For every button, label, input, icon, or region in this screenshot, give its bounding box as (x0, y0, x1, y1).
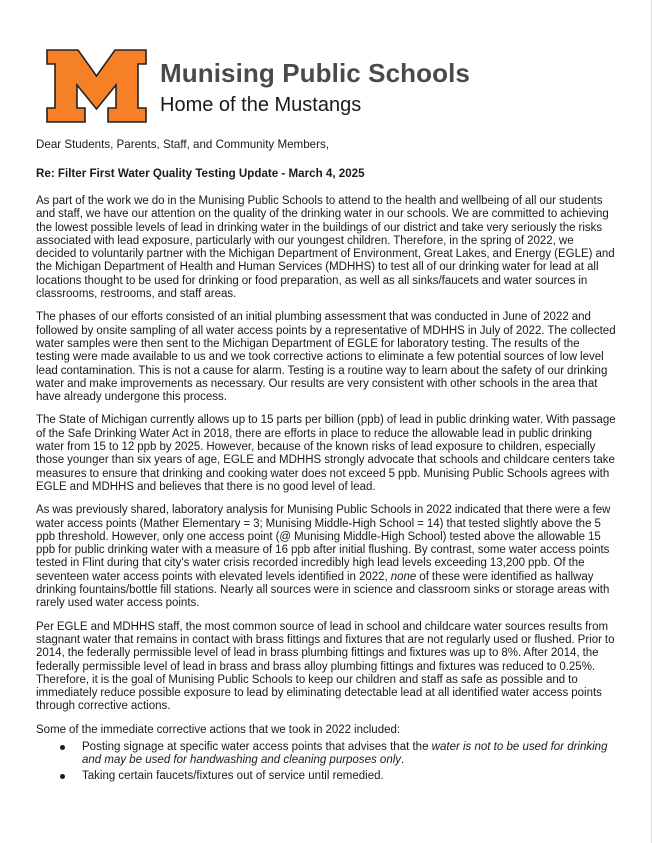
bullet-icon (60, 745, 65, 750)
paragraph-partnership: As part of the work we do in the Munising Public Schools to attend to the health and wellbeing of all our students and staff, we have our attention on the quality of the drinking water in our schools. We are committed to achieving the lowest possible levels of lead in drinking water in the buildings of our district and take very seriously the risks associated with lead exposure, particularly with our youngest children. Therefore, in the spring of 2022, we decided to voluntarily partner with the Michigan Department of Environment, Great Lakes, and Energy (EGLE) and the Michigan Department of Health and Human Services (MDHHS) to test all of our drinking water for lead at all locations thought to be used for drinking or food preparation, as well as all sinks/faucets and water sources in classrooms, restrooms, and staff areas. (36, 195, 615, 301)
paragraph-2022-results (36, 504, 616, 610)
bullet-signage-part2: . (401, 754, 405, 767)
school-name: Munising Public Schools (160, 58, 470, 88)
bullet-signage-emphasis: water is not to be used for drinking and may be used for handwashing and cleaning purposes only (82, 740, 608, 767)
block-m-shape (47, 50, 146, 122)
school-tagline: Home of the Mustangs (160, 94, 362, 116)
list-item (60, 770, 616, 783)
paragraph-state-limits: The State of Michigan currently allows up to 15 parts per billion (ppb) of lead in public drinking water. With passage of the Safe Drinking Water Act in 2018, there are efforts in place to reduce the allowable lead in public drinking water from 15 to 12 ppb by 2025. However, because of the known risks of lead exposure to children, especially those younger than six years of age, EGLE and MDHHS strongly advocate that schools and childcare centers take measures to ensure that drinking and cooking water does not exceed 5 ppb. Munising Public Schools agrees with EGLE and MDHHS and believes that there is no good level of lead. (36, 414, 616, 493)
corrective-actions-list (36, 741, 616, 783)
paragraph-2022-results-part2: of these were identified as hallway drinking fountains/bottle fill stations. Nearly all sources were in science and classroom sinks or storage areas with rarely used water access points. (36, 570, 610, 610)
bullet-out-of-service: Taking certain faucets/fixtures out of service until remedied. (82, 769, 384, 782)
paragraph-lead-sources: Per EGLE and MDHHS staff, the most common source of lead in school and childcare water sources results from stagnant water that remains in contact with brass fittings and fixtures that are not regularly used or flushed. Prior to 2014, the federally permissible level of lead in brass plumbing fittings and fixtures was up to 8%. After 2014, the federally permissible level of lead in brass and brass alloy plumbing fittings and fixtures was reduced to 0.25%. Therefore, it is the goal of Munising Public Schools to keep our children and staff as safe as possible and to immediately reduce possible exposure to lead by eliminating detectable lead at all identified water access points through corrective actions. (36, 620, 615, 713)
paragraph-testing-phases: The phases of our efforts consisted of an initial plumbing assessment that was conducted in June of 2022 and followed by onsite sampling of all water access points by a representative of MDHHS in July of 2022. The collected water samples were then sent to the Michigan Department of EGLE for laboratory testing. The results of the testing were made available to us and we took corrective actions to eliminate a few potential sources of low level lead contamination. This is not a cause for alarm. Testing is a routine way to learn about the safety of our drinking water and make improvements as necessary. Our results are very consistent with other schools in the area that have already undergone this process. (36, 311, 616, 404)
block-m-logo (46, 49, 147, 123)
letter-body (36, 195, 616, 785)
bullet-signage-part1: Posting signage at specific water access points that advises that the (82, 740, 432, 753)
letter-subject: Re: Filter First Water Quality Testing Update - March 4, 2025 (36, 167, 365, 180)
paragraph-2022-results-emphasis: none (390, 570, 417, 583)
bullet-icon (60, 774, 65, 779)
paragraph-2022-results-part1: As was previously shared, laboratory analysis for Munising Public Schools in 2022 indicated that there were a few water access points (Mather Elementary = 3; Munising Middle-High School = 14) that tested slightly above the 5 ppb threshold. However, only one access point (@ Munising Middle-High School) tested above the allowable 15 ppb for public drinking water with a measure of 16 ppb after initial flushing. By contrast, some water access points tested in Flint during that city's water crisis recorded incredibly high lead levels exceeding 13,200 ppb. Of the seventeen water access points with elevated levels identified in 2022, (36, 504, 611, 583)
letter-greeting: Dear Students, Parents, Staff, and Community Members, (36, 138, 329, 151)
list-item (60, 741, 616, 768)
paragraph-corrective-intro: Some of the immediate corrective actions that we took in 2022 included: (36, 723, 401, 736)
